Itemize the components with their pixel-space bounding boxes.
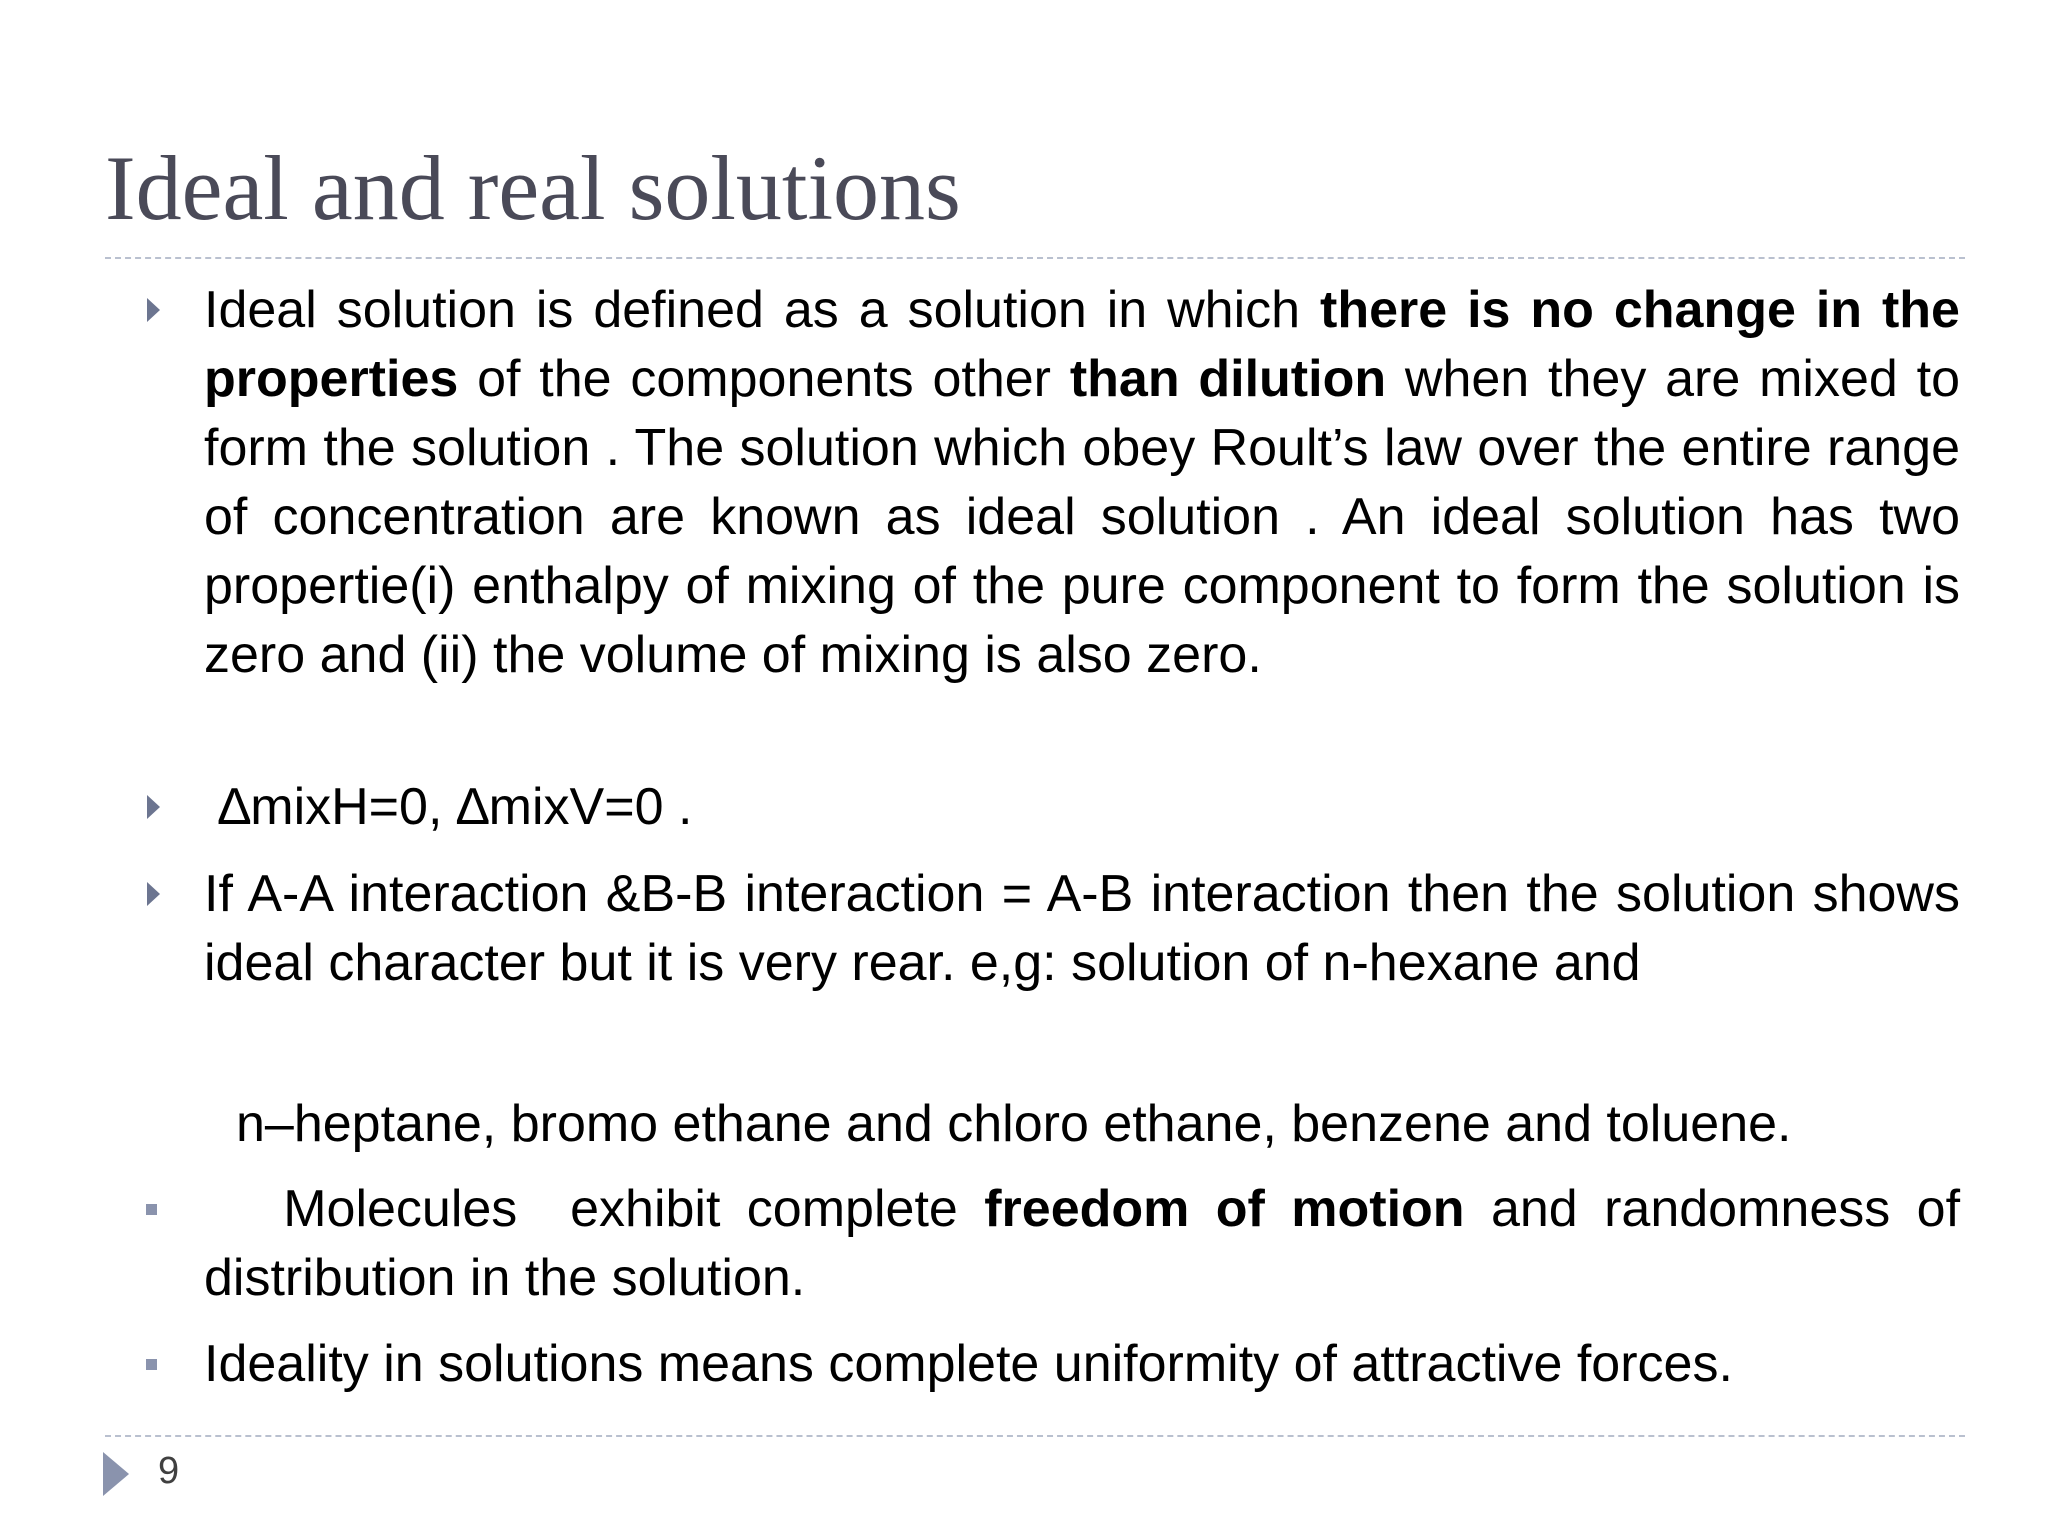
triangle-bullet-icon [147, 298, 160, 322]
text-segment: Ideal solution is defined as a solution in which [204, 281, 1321, 339]
footer-arrow-icon [103, 1452, 129, 1496]
text-segment: when they are mixed to form the solution . The solution which obey Roult’s law over the entire range of concentration are known as ideal solution . An ideal solution has two propertie(i) enthalpy of mixing of the pure component to form the solution is zero and (ii) the volume of mixing is also zero. [204, 350, 1960, 684]
text-segment: of the components other [458, 350, 1070, 408]
bullet-text [204, 860, 1960, 998]
triangle-bullet-icon [147, 882, 160, 906]
text-segment: and randomness of distribution in the solution. [204, 1180, 1961, 1307]
bullet-text [204, 1175, 1960, 1313]
text-segment: If A-A interaction &B-B interaction = A-B interaction then the solution shows ideal character but it is very rear. e,g: solution of n-hexane and [204, 865, 1960, 992]
bullet-text [204, 773, 1960, 842]
triangle-bullet-icon [147, 795, 160, 819]
text-segment-bold: freedom of motion [984, 1180, 1465, 1238]
slide-title: Ideal and real solutions [105, 137, 961, 239]
footer-divider [105, 1435, 1965, 1437]
square-bullet-icon [146, 1204, 157, 1215]
page-number: 9 [158, 1450, 180, 1492]
bullet-text [204, 1330, 1960, 1399]
text-segment-bold: there is no change in the properties [204, 281, 1960, 408]
text-segment: Ideality in solutions means complete uniformity of attractive forces. [204, 1335, 1733, 1393]
text-segment: Molecules exhibit complete [204, 1180, 985, 1238]
bullet-continuation-examples: n–heptane, bromo ethane and chloro ethane, benzene and toluene. [236, 1095, 1792, 1153]
text-segment-bold: than dilution [1069, 350, 1387, 408]
square-bullet-icon [146, 1359, 157, 1370]
text-segment: ∆mixH=0, ∆mixV=0 . [204, 778, 693, 836]
bullet-text [204, 276, 1960, 690]
